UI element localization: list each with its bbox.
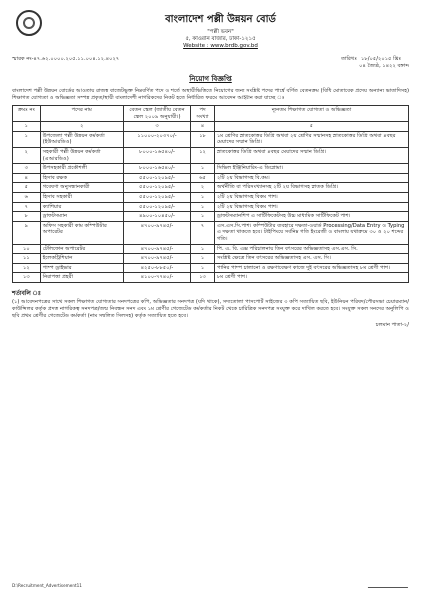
post-cell: গবেষণা অনুসন্ধানকারী	[40, 183, 123, 193]
scale-cell: ৪৭০০-৯৭৪৫/-	[123, 254, 190, 264]
memo-row	[12, 56, 409, 70]
count-cell: ১৮	[191, 131, 215, 147]
count-cell: ১	[191, 244, 215, 254]
page-footer	[12, 575, 409, 588]
header-qualification: ন্যূনতম শিক্ষাগত যোগ্যতা ও অভিজ্ঞতা	[214, 106, 408, 122]
index-cell: ২	[40, 122, 123, 132]
post-cell: অফিস সহকারী কাম কম্পিউটার অপারেটর	[40, 221, 123, 244]
table-row	[13, 202, 409, 212]
qualification-cell: ২টি ২য় বিভাগসহ বিকম পাশ।	[214, 202, 408, 212]
table-index-row	[13, 122, 409, 132]
serial-cell: ৯	[13, 221, 41, 244]
post-cell: পাম্প ড্রাইভার	[40, 263, 123, 273]
scale-cell: ৪২৫০-৮৮৫০/-	[123, 263, 190, 273]
scale-cell: ৫৫০০-১২০৯৫/-	[123, 183, 190, 193]
serial-cell: ১১	[13, 254, 41, 264]
header-count: পদ সংখ্যা	[191, 106, 215, 122]
count-cell: ৬৫	[191, 173, 215, 183]
table-row	[13, 192, 409, 202]
count-cell: ১৩	[191, 273, 215, 283]
file-path: D:\Recruitment_Advertisement11	[12, 583, 82, 588]
qualification-cell: ২টি ২য় বিভাগসহ বিকম পাশ।	[214, 192, 408, 202]
header-serial: ক্রমঃ নং	[13, 106, 41, 122]
count-cell: ১	[191, 164, 215, 174]
table-row	[13, 221, 409, 244]
post-cell: সহকারী পল্লী উন্নয়ন কর্মকর্তা (এআরডিও)	[40, 147, 123, 163]
table-row	[13, 263, 409, 273]
scale-cell: ৪৯০০-১০৪৫০/-	[123, 212, 190, 222]
serial-cell: ২	[13, 147, 41, 163]
table-row	[13, 183, 409, 193]
table-row	[13, 212, 409, 222]
post-cell: টেলিফোন অপারেটর	[40, 244, 123, 254]
count-cell: ২	[191, 183, 215, 193]
condition-item: (১) আবেদনপত্রের সাথে সকল শিক্ষাগত যোগ্যতার সনদপত্রের কপি, অভিজ্ঞতার সনদপত্র (যদি থাকে), সদ্যতোলা পাসপোর্ট সাইজের ৩ কপি সত্যায়িত ছবি, ইউনিয়ন পরিষদ/পৌরসভা চেয়ারম্যান/কাউন্সিলর কর্তৃক প্রদত্ত নাগরিকত্ব সনদপত্র/জন্ম নিবন্ধন সনদ এবং ১ম শ্রেণীর গেজেটেড কর্মকর্তার নিকট থেকে চারিত্রিক সনদপত্র সংযুক্ত করে দাখিল করতে হবে। সংযুক্ত সকল সনদের অনুলিপি ও ছবি প্রথম শ্রেণীর গেজেটেড কর্মকর্তা (নাম সম্বলিত সিলসহ) কর্তৃক সত্যায়িত হতে হবে।	[12, 298, 409, 319]
count-cell: ১২	[191, 147, 215, 163]
serial-cell: ৮	[13, 212, 41, 222]
count-cell: ১	[191, 202, 215, 212]
date-bn: ০৪ জ্যৈষ্ঠ, ১৪২২ বঙ্গাব্দ	[359, 63, 409, 69]
qualification-cell: এস.এস.সি.পাশ। কম্পিউটার ব্যবহারে দক্ষতা-ওয়ার্ড Processing/Data Entry ও Typing এ দক্ষতা থাকতে হবে। টাইপিংয়ে সর্বনিম্ন গতি ইংরেজী ও বাংলায় যথাক্রমে ৩০ ও ২০ শব্দের গতি।	[214, 221, 408, 244]
table-row	[13, 173, 409, 183]
memo-date	[341, 56, 409, 70]
qualification-cell: সংশ্লিষ্ট ক্ষেত্রে তিন বৎসরের অভিজ্ঞতাসহ এস. এস. সি।	[214, 254, 408, 264]
table-row	[13, 254, 409, 264]
qualification-cell: পানির পাম্প চালানো ও রক্ষণাবেক্ষণ কাজে দুই বৎসরের অভিজ্ঞতাসহ ৮ম শ্রেণী পাশ।	[214, 263, 408, 273]
qualification-cell: ১ম শ্রেণির স্নাতকোত্তর ডিগ্রি অথবা ২য় শ্রেণির সম্মানসহ স্নাতকোত্তর ডিগ্রি অথবা ৪বছর মেয়াদের সম্মান ডিগ্রি।	[214, 131, 408, 147]
scale-cell: ১১০০০-২০৩৭০/-	[123, 131, 190, 147]
index-cell: ৫	[214, 122, 408, 132]
serial-cell: ৩	[13, 164, 41, 174]
org-bhaban: "পল্লী ভবন"	[207, 29, 234, 35]
count-cell: ৭	[191, 221, 215, 244]
scale-cell: ৫৫০০-১২০৯৫/-	[123, 192, 190, 202]
scale-cell: ৮০০০-১৬৫৪০/-	[123, 147, 190, 163]
serial-cell: ১৩	[13, 273, 41, 283]
qualification-cell: পি. এ. বি. এক্স পরিচালনায় তিন বৎসরের অভিজ্ঞতাসহ এস.এস. সি.	[214, 244, 408, 254]
post-cell: ক্যাশিয়ার	[40, 202, 123, 212]
table-row	[13, 273, 409, 283]
notice-intro: বাংলাদেশ পল্লী উন্নয়ন বোর্ডের আওতায় রাজস্ব বাজেটভুক্ত নিম্নবর্ণিত পদে ও শর্তে অস্থায়ীভিত্তিতে নিয়োগের জন্য সংশ্লিষ্ট পদের পার্শ্বে বর্ণিত বেতনক্রম (বিধি মোতাবেক প্রদেয় অন্যান্য ভাতাদিসহ) শিক্ষাগত যোগ্যতা ও অভিজ্ঞতা সম্পন্ন প্রকৃত/স্থায়ী বাংলাদেশী নাগরিকদের নিকট হতে নির্ধারিত ফরমে আবেদন আহ্বান করা যাচ্ছে ঃ	[12, 88, 409, 101]
count-cell: ১	[191, 254, 215, 264]
count-cell: ১	[191, 192, 215, 202]
org-name: বাংলাদেশ পল্লী উন্নয়ন বোর্ড	[165, 14, 276, 25]
brdb-logo	[16, 10, 42, 36]
scale-cell: ৪১০০-৭৭৪০/-	[123, 273, 190, 283]
date-en: ১৮/০৫/২০১৫ খ্রিঃ	[361, 56, 402, 62]
serial-cell: ১২	[13, 263, 41, 273]
scale-cell: ৮০০০-১৬৫৪০/-	[123, 164, 190, 174]
notice-title: নিয়োগ বিজ্ঞপ্তি	[189, 75, 232, 83]
serial-cell: ৭	[13, 202, 41, 212]
scale-cell: ৫৫০০-১২০৯৫/-	[123, 173, 190, 183]
scale-cell: ৫৫০০-১২০৯৫/-	[123, 202, 190, 212]
serial-cell: ১	[13, 131, 41, 147]
qualification-cell: স্নাতকোত্তর ডিগ্রি অথবা ৪বছর মেয়াদের সম্মান ডিগ্রি।	[214, 147, 408, 163]
org-website-link[interactable]: Website : www.brdb.gov.bd	[183, 43, 258, 49]
continue-note: চলমান পাতা-২/	[375, 321, 409, 328]
memo-ref: স্মারক নং-৪৭.৬২.০০০০.২০৫.১১.০০৪.১২.৪০২৭	[12, 56, 120, 62]
table-row	[13, 147, 409, 163]
org-address: ৫, কাওরান বাজার, ঢাকা-১২১৫	[185, 36, 256, 42]
qualification-cell: ৮ম শ্রেণী পাশ।	[214, 273, 408, 283]
qualification-cell: অর্থনীতি বা পরিসংখ্যানসহ ২টি ২য় বিভাগসহ স্নাতক ডিগ্রি।	[214, 183, 408, 193]
index-cell: ৩	[123, 122, 190, 132]
post-cell: উপসহকারী প্রকৌশলী	[40, 164, 123, 174]
posts-table	[12, 105, 409, 283]
post-cell: হিসাব রক্ষক	[40, 173, 123, 183]
signature	[368, 575, 410, 588]
qualification-cell: ২টি ২য় বিভাগসহ বি.কম।	[214, 173, 408, 183]
table-header-row	[13, 106, 409, 122]
table-body	[13, 131, 409, 282]
count-cell: ১	[191, 212, 215, 222]
header-post: পদের নাম	[40, 106, 123, 122]
table-row	[13, 131, 409, 147]
conditions-heading: শর্তাবলি ঃ	[12, 290, 41, 297]
qualification-cell: সিভিল ইঞ্জিনিয়ারিং-এ ডিপ্লোমা।	[214, 164, 408, 174]
post-cell: উপজেলা পল্লী উন্নয়ন কর্মকর্তা (ইউআরডিও)	[40, 131, 123, 147]
serial-cell: ১০	[13, 244, 41, 254]
table-row	[13, 244, 409, 254]
letterhead	[32, 12, 409, 50]
post-cell: হিসাব সহকারী	[40, 192, 123, 202]
post-cell: ড্রাফটসম্যান	[40, 212, 123, 222]
scale-cell: ৪৭০০-৯৭৪৫/-	[123, 244, 190, 254]
scale-cell: ৪৭০০-৯৭৪৫/-	[123, 221, 190, 244]
table-row	[13, 164, 409, 174]
count-cell: ১	[191, 263, 215, 273]
post-cell: নিরাপত্তা প্রহরী	[40, 273, 123, 283]
post-cell: ইলেকট্রিশিয়ান	[40, 254, 123, 264]
serial-cell: ৪	[13, 173, 41, 183]
index-cell: ১	[13, 122, 41, 132]
qualification-cell: ড্রাফটসম্যানশিপ এ সার্টিফিকেটসহ উচ্চ মাধ্যমিক সার্টিফিকেট পাশ।	[214, 212, 408, 222]
serial-cell: ৫	[13, 183, 41, 193]
serial-cell: ৬	[13, 192, 41, 202]
header-scale: বেতন স্কেল (জাতীয় বেতন স্কেল ২০০৯ অনুযায়ী।)	[123, 106, 190, 122]
date-label: তারিখঃ	[341, 56, 357, 62]
index-cell: ৪	[191, 122, 215, 132]
